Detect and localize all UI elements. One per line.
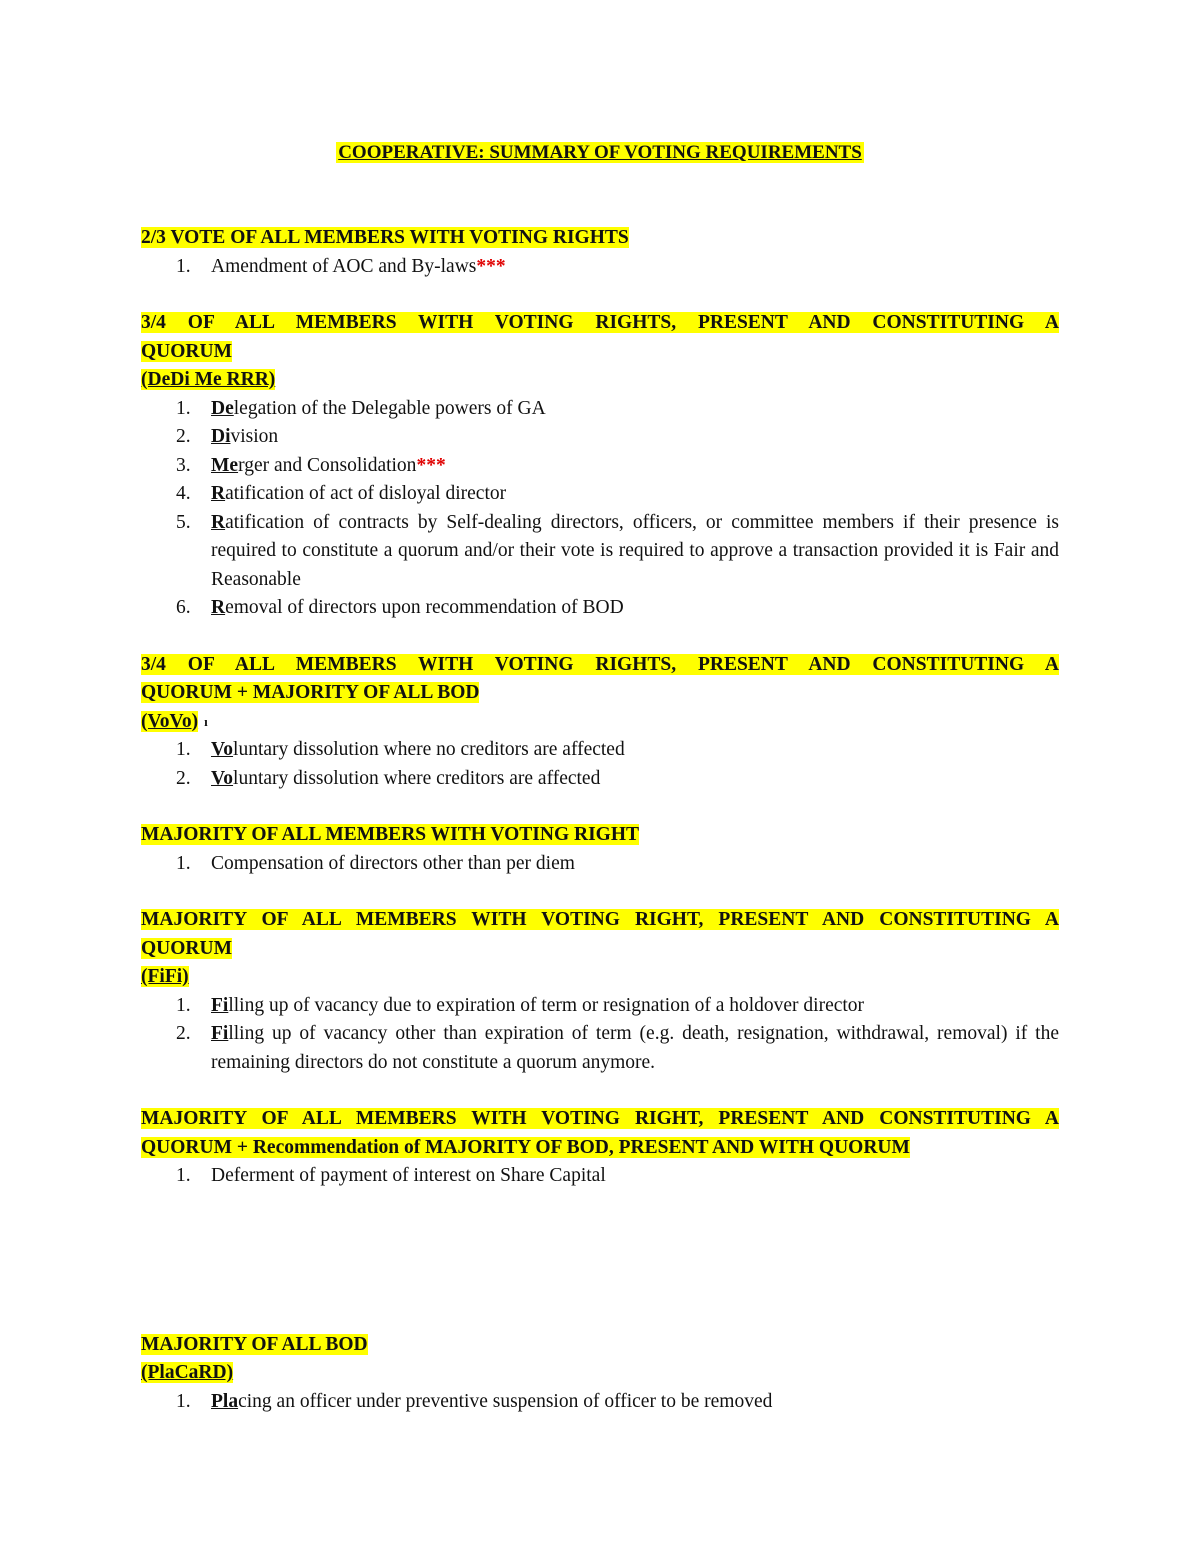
list-item: 1. Voluntary dissolution where no creditors are affected <box>176 739 625 761</box>
list-item: 1. Delegation of the Delegable powers of GA <box>176 397 546 419</box>
list-item: 1. Deferment of payment of interest on Share Capital <box>176 1165 606 1187</box>
list-item: 6. Removal of directors upon recommendation of BOD <box>176 597 624 618</box>
mnemonic-label: (VoVo) ı <box>141 710 208 732</box>
item-list <box>141 1162 1059 1191</box>
list-item: 4. Ratification of act of disloyal director <box>176 483 507 504</box>
item-list <box>141 850 1059 879</box>
list-item: 5. Ratification of contracts by Self-dealing directors, officers, or committee members if their presence is required to constitute a quorum and/or their vote is required to approve a transaction provided it is Fair and Reasonable <box>176 511 1059 590</box>
section-heading: 3/4 OF ALL MEMBERS WITH VOTING RIGHTS, PRESENT AND CONSTITUTING A QUORUM + MAJORITY OF ALL BOD <box>141 653 1059 703</box>
section-three-fourths-quorum <box>141 309 1059 623</box>
section-majority-quorum-plus-bod <box>141 1105 1059 1191</box>
section-heading: 2/3 VOTE OF ALL MEMBERS WITH VOTING RIGHTS <box>141 227 629 248</box>
list-item: 3. Merger and Consolidation*** <box>176 454 446 476</box>
stray-mark: ı <box>204 713 208 729</box>
document-page <box>141 138 1059 1444</box>
section-heading: MAJORITY OF ALL MEMBERS WITH VOTING RIGHT, PRESENT AND CONSTITUTING A QUORUM + Recommendation of MAJORITY OF BOD, PRESENT AND WITH QUORUM <box>141 1108 1059 1158</box>
item-list <box>141 992 1059 1078</box>
section-heading: 3/4 OF ALL MEMBERS WITH VOTING RIGHTS, PRESENT AND CONSTITUTING A QUORUM <box>141 312 1059 362</box>
mnemonic-label: (DeDi Me RRR) <box>141 369 276 390</box>
section-heading: MAJORITY OF ALL MEMBERS WITH VOTING RIGHT <box>141 824 640 846</box>
section-majority-all-members <box>141 821 1059 878</box>
list-item: 2. Division <box>176 426 279 447</box>
section-three-fourths-plus-bod <box>141 651 1059 794</box>
section-heading: MAJORITY OF ALL MEMBERS WITH VOTING RIGHT, PRESENT AND CONSTITUTING A QUORUM <box>141 909 1059 959</box>
section-majority-quorum <box>141 906 1059 1077</box>
item-list <box>141 253 1059 282</box>
item-list <box>141 736 1059 793</box>
list-item: 1. Filling up of vacancy due to expiration of term or resignation of a holdover director <box>176 994 865 1016</box>
blank-space <box>141 1219 1059 1331</box>
section-majority-all-bod <box>141 1331 1059 1417</box>
section-two-thirds-vote <box>141 224 1059 281</box>
list-item: 1. Compensation of directors other than per diem <box>176 852 575 874</box>
document-title: COOPERATIVE: SUMMARY OF VOTING REQUIREMENTS <box>338 142 862 163</box>
list-item: 1. Amendment of AOC and By-laws*** <box>176 255 506 277</box>
list-item: 2. Filling up of vacancy other than expiration of term (e.g. death, resignation, withdrawal, removal) if the remaining directors do not constitute a quorum anymore. <box>176 1023 1059 1073</box>
list-item: 2. Voluntary dissolution where creditors are affected <box>176 767 601 789</box>
item-list <box>141 1388 1059 1417</box>
item-list <box>141 395 1059 623</box>
section-heading: MAJORITY OF ALL BOD <box>141 1333 368 1355</box>
mnemonic-label: (PlaCaRD) <box>141 1362 234 1384</box>
list-item: 1. Placing an officer under preventive suspension of officer to be removed <box>176 1390 773 1412</box>
mnemonic-label: (FiFi) <box>141 966 189 988</box>
